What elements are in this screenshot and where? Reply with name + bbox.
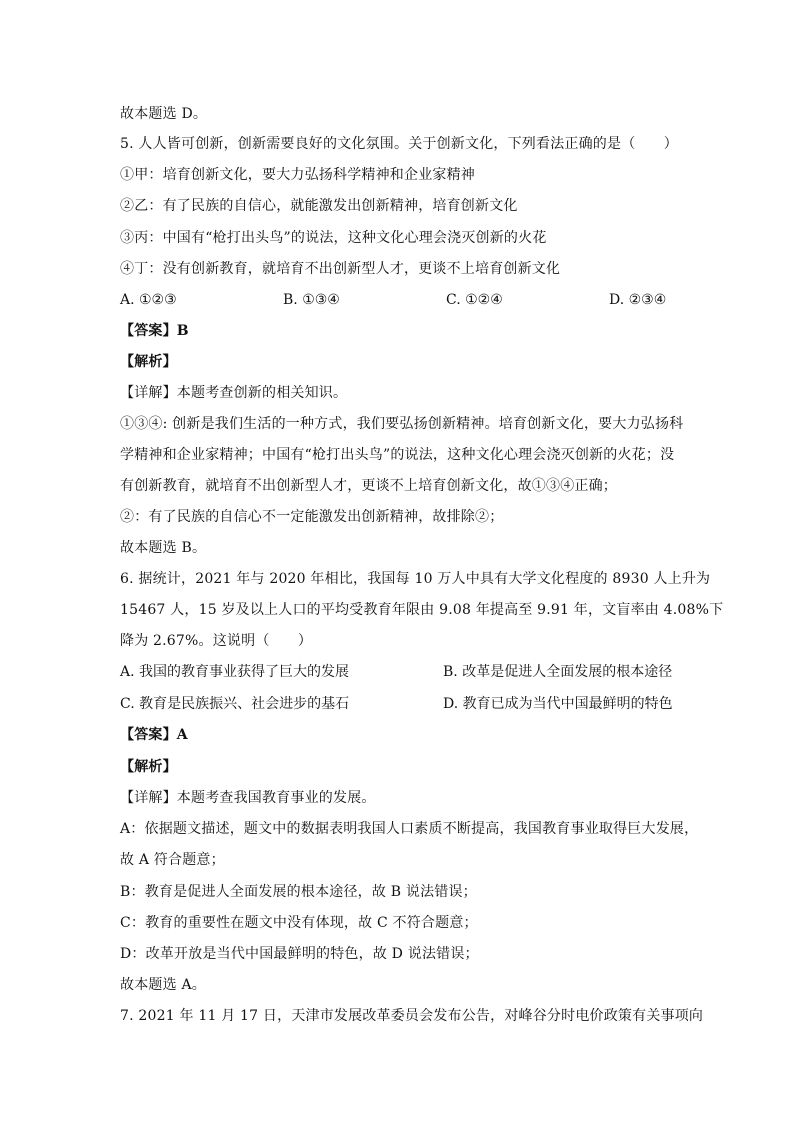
detail-line: 【详解】本题考查创新的相关知识。: [120, 385, 348, 401]
detail-line: 【详解】本题考查我国教育事业的发展。: [120, 790, 376, 806]
analysis-label: 【解析】: [120, 759, 177, 775]
conclusion-line: 故本题选 B。: [120, 540, 207, 556]
question-6-stem-cont: 降为 2.67%。这说明（ ）: [120, 633, 313, 649]
question-5-statement-1: ①甲：培育创新文化，要大力弘扬科学精神和企业家精神: [120, 167, 475, 183]
conclusion-line: 故本题选 D。: [120, 106, 208, 122]
question-6-option-c: C. 教育是民族振兴、社会进步的基石: [120, 696, 350, 712]
question-5-option-d: D. ②③④: [609, 292, 667, 308]
question-5-stem: 5. 人人皆可创新，创新需要良好的文化氛围。关于创新文化，下列看法正确的是（ ）: [120, 136, 679, 152]
explanation-line: B：教育是促进人全面发展的根本途径，故 B 说法错误；: [120, 884, 477, 900]
explanation-line: A：依据题文描述，题文中的数据表明我国人口素质不断提高，我国教育事业取得巨大发展，: [120, 821, 699, 837]
question-5-option-c: C. ①②④: [446, 292, 503, 308]
conclusion-line: 故本题选 A。: [120, 977, 206, 993]
explanation-line: 故 A 符合题意；: [120, 852, 225, 868]
explanation-line: ②：有了民族的自信心不一定能激发出创新精神，故排除②；: [120, 509, 504, 525]
question-5-option-a: A. ①②③: [120, 292, 177, 308]
question-6-option-d: D. 教育已成为当代中国最鲜明的特色: [443, 696, 673, 712]
answer-label: 【答案】B: [120, 323, 189, 339]
question-6-option-b: B. 改革是促进人全面发展的根本途径: [443, 664, 673, 680]
question-5-option-b: B. ①③④: [283, 292, 340, 308]
question-5-statement-4: ④丁：没有创新教育，就培育不出创新型人才，更谈不上培育创新文化: [120, 261, 561, 277]
question-6-option-a: A. 我国的教育事业获得了巨大的发展: [120, 664, 350, 680]
question-5-statement-3: ③丙：中国有“枪打出头鸟”的说法，这种文化心理会浇灭创新的火花: [120, 230, 547, 246]
answer-label: 【答案】A: [120, 727, 188, 743]
question-7-stem: 7. 2021 年 11 月 17 日，天津市发展改革委员会发布公告，对峰谷分时电价政策有关事项向: [120, 1008, 704, 1024]
question-5-statement-2: ②乙：有了民族的自信心，就能激发出创新精神，培育创新文化: [120, 198, 518, 214]
question-6-stem-cont: 15467 人，15 岁及以上人口的平均受教育年限由 9.08 年提高至 9.91 年，文盲率由 4.08%下: [120, 602, 724, 618]
explanation-line: D：改革开放是当代中国最鲜明的特色，故 D 说法错误；: [120, 946, 479, 962]
explanation-line: ①③④: 创新是我们生活的一种方式，我们要弘扬创新精神。培育创新文化，要大力弘扬科: [120, 416, 684, 432]
question-6-stem: 6. 据统计，2021 年与 2020 年相比，我国每 10 万人中具有大学文化程度的 8930 人上升为: [120, 571, 711, 587]
explanation-line: 学精神和企业家精神；中国有“枪打出头鸟”的说法，这种文化心理会浇灭创新的火花；没: [120, 447, 675, 463]
analysis-label: 【解析】: [120, 354, 177, 370]
explanation-line: 有创新教育，就培育不出创新型人才，更谈不上培育创新文化，故①③④正确；: [120, 478, 617, 494]
explanation-line: C：教育的重要性在题文中没有体现，故 C 不符合题意；: [120, 915, 478, 931]
